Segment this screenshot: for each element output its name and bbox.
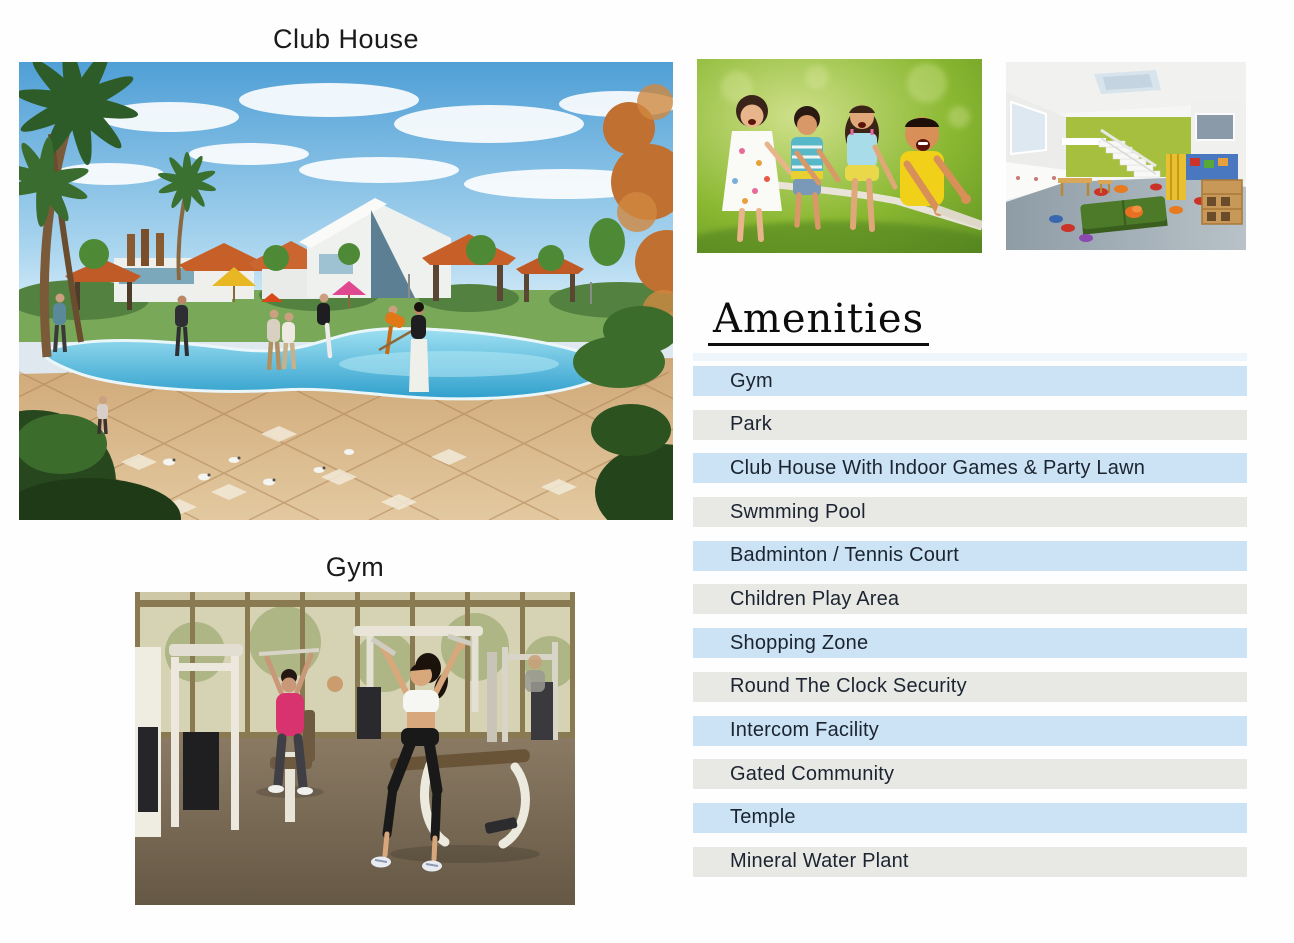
- pool-scene-illustration: [19, 62, 673, 520]
- amenity-row-security: Round The Clock Security: [693, 672, 1247, 702]
- amenity-row-gated-community: Gated Community: [693, 759, 1247, 789]
- amenity-row-gym: Gym: [693, 366, 1247, 396]
- amenity-row-children-play-area: Children Play Area: [693, 584, 1247, 614]
- indoor-play-area-photo: [1006, 62, 1246, 250]
- gym-caption: Gym: [325, 552, 385, 582]
- amenity-row-park: Park: [693, 410, 1247, 440]
- gym-photo: [135, 592, 575, 905]
- amenity-row-badminton-tennis: Badminton / Tennis Court: [693, 541, 1247, 571]
- gym-interior-illustration: [135, 592, 575, 905]
- club-house-caption: Club House: [272, 24, 420, 54]
- children-playing-illustration: [697, 59, 982, 253]
- club-house-photo: [19, 62, 673, 520]
- amenity-row-club-house: Club House With Indoor Games & Party Lawn: [693, 453, 1247, 483]
- amenity-row-intercom: Intercom Facility: [693, 716, 1247, 746]
- amenities-heading: Amenities: [708, 297, 929, 346]
- children-tug-of-war-photo: [697, 59, 982, 253]
- playroom-illustration: [1006, 62, 1246, 250]
- amenity-row-shopping-zone: Shopping Zone: [693, 628, 1247, 658]
- amenity-row-swimming-pool: Swmming Pool: [693, 497, 1247, 527]
- row-ghost-strip: [693, 353, 1247, 361]
- amenity-row-temple: Temple: [693, 803, 1247, 833]
- amenity-row-mineral-water: Mineral Water Plant: [693, 847, 1247, 877]
- amenities-list: [693, 366, 1247, 877]
